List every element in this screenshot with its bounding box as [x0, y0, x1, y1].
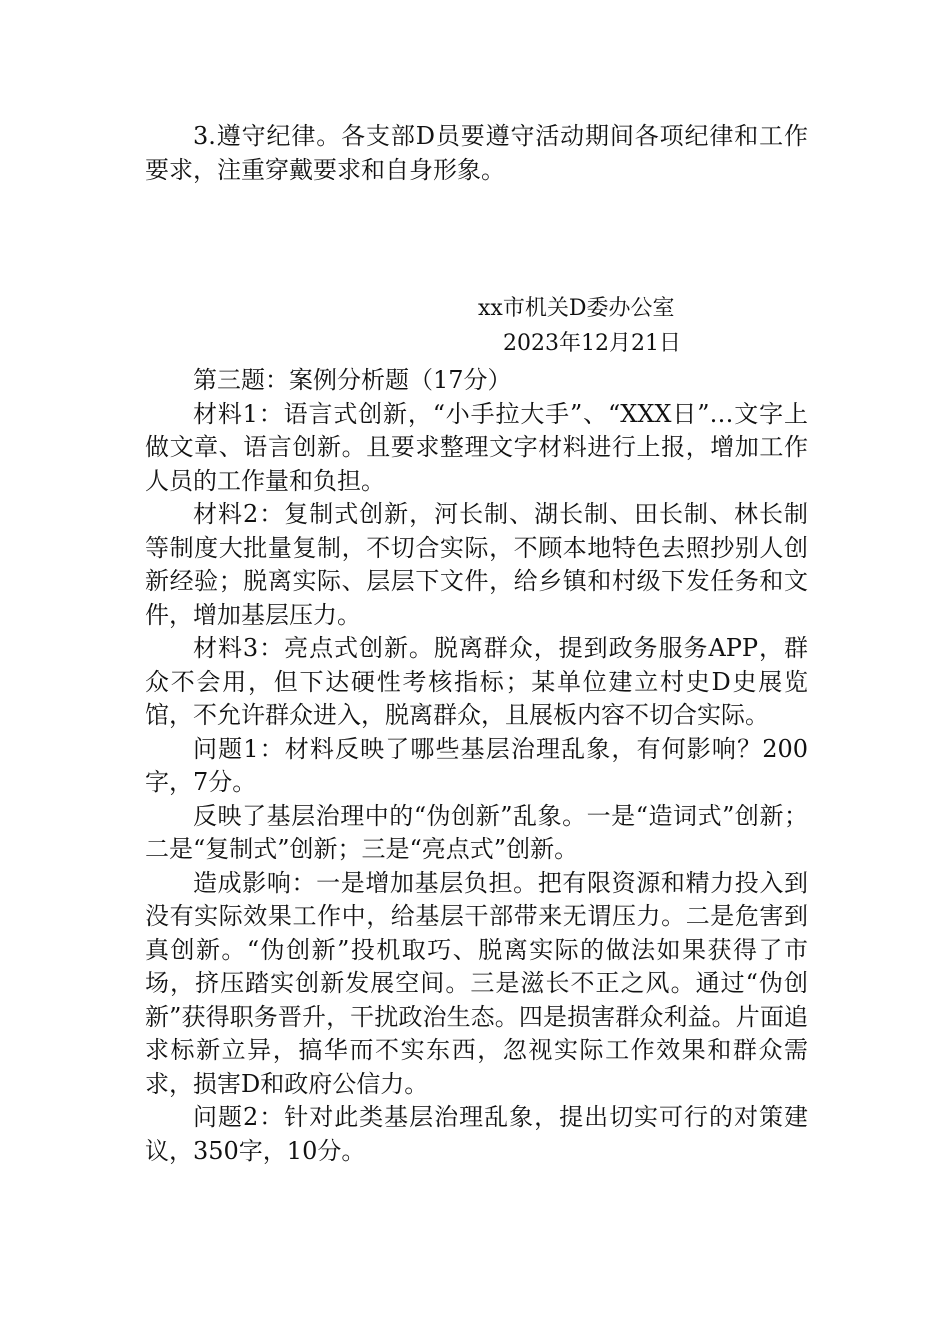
signature-org: xx市机关D委办公室: [478, 296, 675, 321]
paragraph-discipline: 3.遵守纪律。各支部D员要遵守活动期间各项纪律和工作要求，注重穿戴要求和自身形象。: [145, 122, 808, 184]
question-2: 问题2：针对此类基层治理乱象，提出切实可行的对策建议，350字，10分。: [145, 1103, 808, 1165]
material-3: 材料3：亮点式创新。脱离群众，提到政务服务APP，群众不会用，但下达硬性考核指标；某单位建立村史D史展览馆，不允许群众进入，脱离群众，且展板内容不切合实际。: [145, 634, 808, 729]
answer-1-impact: 造成影响：一是增加基层负担。把有限资源和精力投入到没有实际效果工作中，给基层干部带来无谓压力。二是危害到真创新。“伪创新”投机取巧、脱离实际的做法如果获得了市场，挤压踏实创新发展空间。三是滋长不正之风。通过“伪创新”获得职务晋升，干扰政治生态。四是损害群众利益。片面追求标新立异，搞华而不实东西，忽视实际工作效果和群众需求，损害D和政府公信力。: [145, 868, 808, 1098]
case-analysis-section: [145, 364, 808, 1168]
signature-date: 2023年12月21日: [503, 331, 681, 356]
answer-1-reflection: 反映了基层治理中的“伪创新”乱象。一是“造词式”创新；二是“复制式”创新；三是“亮点式”创新。: [145, 801, 808, 863]
top-section: [145, 120, 808, 187]
question-1: 问题1：材料反映了哪些基层治理乱象，有何影响？200字，7分。: [145, 734, 808, 796]
section-heading: 第三题：案例分析题（17分）: [193, 366, 512, 394]
material-2: 材料2：复制式创新，河长制、湖长制、田长制、林长制等制度大批量复制，不切合实际，不顾本地特色去照抄别人创新经验；脱离实际、层层下文件，给乡镇和村级下发任务和文件，增加基层压力。: [145, 500, 808, 629]
material-1: 材料1：语言式创新，“小手拉大手”、“XXX日”…文字上做文章、语言创新。且要求整理文字材料进行上报，增加工作人员的工作量和负担。: [145, 399, 808, 495]
